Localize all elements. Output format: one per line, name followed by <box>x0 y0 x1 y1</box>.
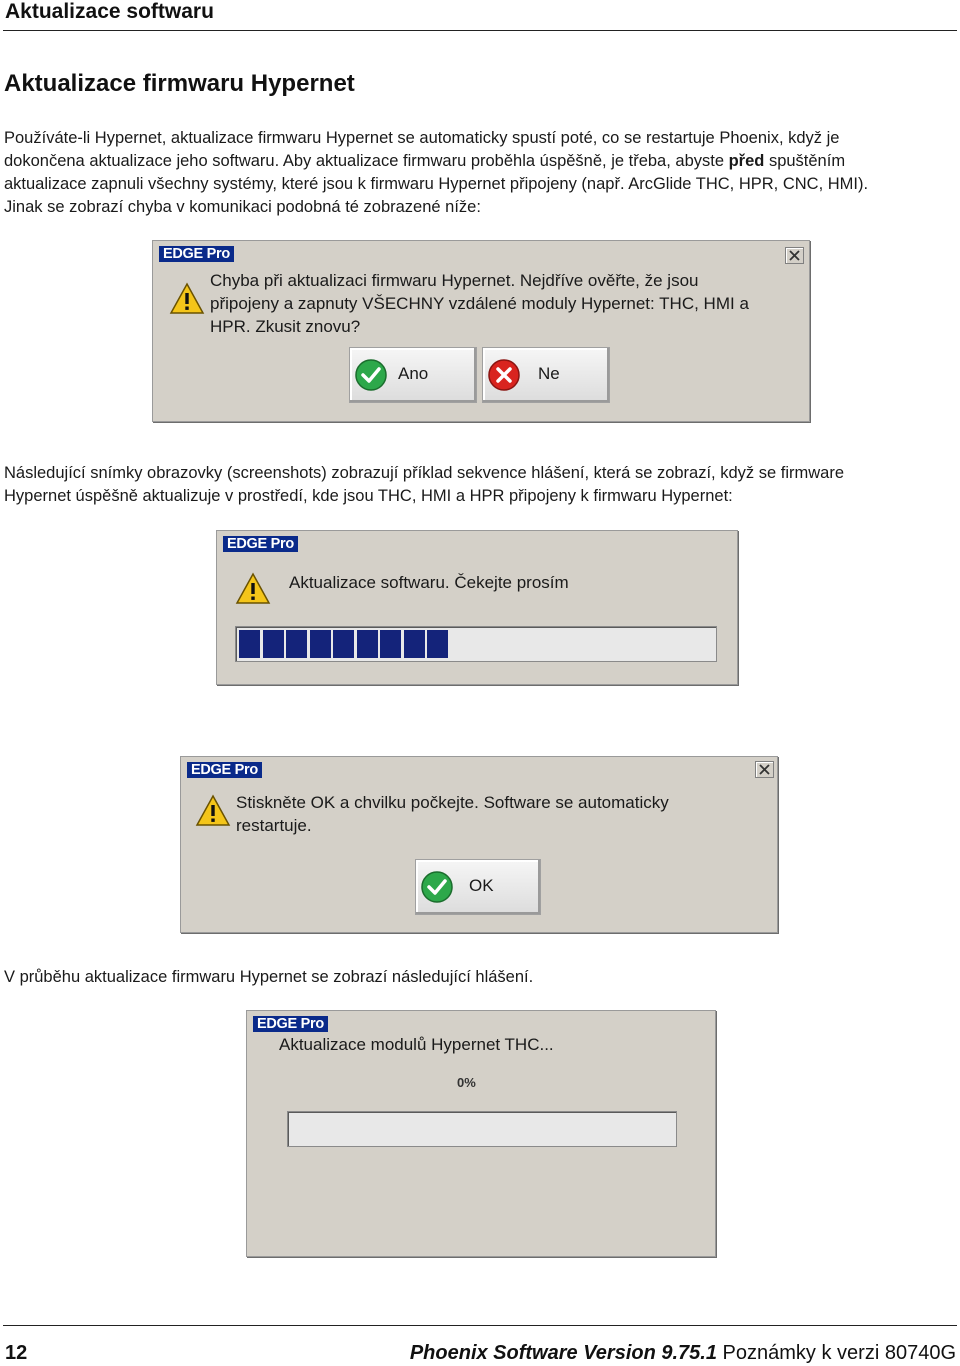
footer-doc-code: 80740G <box>884 1342 956 1364</box>
restart-message-line-1: Stiskněte OK a chvilku počkejte. Software se automaticky <box>236 793 669 812</box>
sequence-line-1: Následující snímky obrazovky (screenshots) zobrazují příklad sekvence hlášení, která se zobrazí, když se firmware <box>4 464 845 482</box>
yes-button-label: Ano <box>398 364 429 383</box>
page-header-title: Aktualizace softwaru <box>5 0 214 23</box>
error-x-icon <box>487 358 521 392</box>
section-title: Aktualizace firmwaru Hypernet <box>4 70 355 97</box>
module-update-dialog <box>246 1010 716 1257</box>
progress-segment <box>404 630 425 658</box>
dialog-title: EDGE Pro <box>253 1016 328 1032</box>
restart-message <box>236 791 766 837</box>
no-button[interactable] <box>482 347 610 403</box>
intro-line-3: aktualizace zapnuli všechny systémy, které jsou k firmwaru Hypernet připojeny (např. ArcGlide THC, HPR, CNC, HMI). <box>4 175 869 193</box>
footer-divider <box>3 1325 957 1326</box>
intro-line-2-end: spuštěním <box>764 152 846 170</box>
warning-icon <box>235 571 271 607</box>
error-message <box>210 269 800 338</box>
ok-button[interactable] <box>415 859 541 915</box>
footer-doc-label: Poznámky k verzi <box>722 1342 880 1364</box>
during-update-line-1: V průběhu aktualizace firmwaru Hypernet se zobrazí následující hlášení. <box>4 968 534 986</box>
close-icon <box>786 248 803 263</box>
sequence-line-2: Hypernet úspěšně aktualizuje v prostředí, kde jsou THC, HMI a HPR připojeny k firmwaru Hypernet: <box>4 487 733 505</box>
page-number: 12 <box>5 1342 28 1364</box>
progress-segment <box>333 630 354 658</box>
progress-percent: 0% <box>457 1075 476 1090</box>
error-message-line-2: připojeny a zapnuty VŠECHNY vzdálené moduly Hypernet: THC, HMI a <box>210 294 749 313</box>
progress-segment <box>310 630 331 658</box>
ok-button-label: OK <box>469 876 494 895</box>
sequence-paragraph <box>4 462 949 508</box>
dialog-title: EDGE Pro <box>159 246 234 262</box>
restart-dialog <box>180 756 778 933</box>
close-icon <box>756 762 773 777</box>
error-dialog <box>152 240 810 422</box>
warning-icon <box>195 793 231 829</box>
check-icon <box>354 358 388 392</box>
progress-segment <box>380 630 401 658</box>
footer-document-info <box>410 1342 956 1365</box>
footer-product: Phoenix Software Version 9.75.1 <box>409 1342 717 1364</box>
intro-line-1: Používáte-li Hypernet, aktualizace firmwaru Hypernet se automaticky spustí poté, co se restartuje Phoenix, když je <box>4 129 840 147</box>
check-icon <box>420 870 454 904</box>
intro-line-2-start: dokončena aktualizace jeho softwaru. Aby aktualizace firmwaru proběhla úspěšně, je třeba, abyste <box>4 152 729 170</box>
dialog-title: EDGE Pro <box>223 536 298 552</box>
module-update-message: Aktualizace modulů Hypernet THC... <box>279 1035 554 1054</box>
intro-line-4: Jinak se zobrazí chyba v komunikaci podobná té zobrazené níže: <box>4 198 481 216</box>
module-progress-bar <box>287 1111 677 1147</box>
intro-line-2 <box>4 150 949 173</box>
update-progress-bar <box>235 626 717 662</box>
intro-paragraph <box>4 127 949 219</box>
restart-message-line-2: restartuje. <box>236 816 312 835</box>
close-button[interactable] <box>785 247 804 264</box>
intro-emphasis: před <box>728 152 765 170</box>
error-message-line-1: Chyba při aktualizaci firmwaru Hypernet. Nejdříve ověřte, že jsou <box>210 271 699 290</box>
dialog-title-bar <box>153 241 809 267</box>
no-button-label: Ne <box>538 364 560 383</box>
progress-segment <box>286 630 307 658</box>
update-message: Aktualizace softwaru. Čekejte prosím <box>289 573 569 592</box>
during-update-paragraph <box>4 966 949 989</box>
progress-segment <box>357 630 378 658</box>
close-button[interactable] <box>755 761 774 778</box>
header-divider <box>3 30 957 31</box>
yes-button[interactable] <box>349 347 477 403</box>
progress-segment <box>427 630 448 658</box>
dialog-title: EDGE Pro <box>187 762 262 778</box>
update-progress-dialog <box>216 530 738 685</box>
progress-segment <box>263 630 284 658</box>
warning-icon <box>169 281 205 317</box>
error-message-line-3: HPR. Zkusit znovu? <box>210 317 361 336</box>
progress-segment <box>239 630 260 658</box>
